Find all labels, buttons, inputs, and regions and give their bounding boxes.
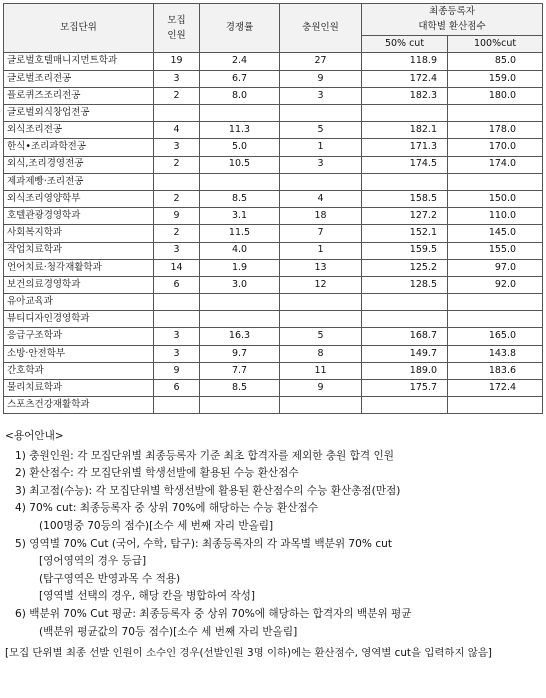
header-quota: 모집 인원 <box>154 4 200 53</box>
quota-cell: 3 <box>154 345 200 362</box>
unit-name-cell: 소방·안전학부 <box>4 345 154 362</box>
cut50-cell: 174.5 <box>362 156 448 173</box>
cut50-cell: 158.5 <box>362 190 448 207</box>
quota-cell <box>154 311 200 328</box>
terms-guide-item: (탐구영역은 반영과목 수 적용) <box>39 572 181 585</box>
unit-name-cell: 작업치료학과 <box>4 242 154 259</box>
cut100-cell: 150.0 <box>448 190 543 207</box>
terms-guide-list <box>5 448 543 642</box>
quota-cell: 4 <box>154 122 200 139</box>
table-row <box>4 156 543 173</box>
competition-cell: 6.7 <box>200 70 280 87</box>
extra-cell: 5 <box>280 122 362 139</box>
unit-name-cell: 플로퀴즈조리전공 <box>4 87 154 104</box>
unit-name-cell: 외식조리영양학부 <box>4 190 154 207</box>
cut50-cell <box>362 105 448 122</box>
table-row <box>4 276 543 293</box>
quota-cell: 2 <box>154 87 200 104</box>
table-row <box>4 122 543 139</box>
cut50-cell: 152.1 <box>362 225 448 242</box>
quota-cell <box>154 105 200 122</box>
unit-name-cell: 사회복지학과 <box>4 225 154 242</box>
competition-cell: 2.4 <box>200 53 280 70</box>
cut100-cell: 85.0 <box>448 53 543 70</box>
cut100-cell: 92.0 <box>448 276 543 293</box>
extra-cell <box>280 397 362 414</box>
unit-name-cell: 스포츠건강재활학과 <box>4 397 154 414</box>
cut100-cell <box>448 294 543 311</box>
competition-cell: 16.3 <box>200 328 280 345</box>
quota-cell: 3 <box>154 139 200 156</box>
table-body <box>4 53 543 414</box>
terms-guide-item: 6) 백분위 70% Cut 평균: 최종등록자 중 상위 70%에 해당하는 합격자의 백분위 평균 <box>15 607 412 620</box>
table-row <box>4 397 543 414</box>
quota-cell: 19 <box>154 53 200 70</box>
terms-guide-item: [영어영역의 경우 등급] <box>39 555 147 568</box>
terms-guide-item: (백분위 평균값의 70등 점수)[소수 세 번째 자리 반올림] <box>39 625 298 638</box>
cut50-cell <box>362 397 448 414</box>
extra-cell: 12 <box>280 276 362 293</box>
table-row <box>4 208 543 225</box>
unit-name-cell: 물리치료학과 <box>4 380 154 397</box>
terms-guide-item: 4) 70% cut: 최종등록자 중 상위 70%에 해당하는 수능 환산점수 <box>15 502 318 515</box>
admission-results-table-wrap <box>3 3 542 414</box>
cut100-cell: 159.0 <box>448 70 543 87</box>
extra-cell <box>280 173 362 190</box>
extra-cell: 27 <box>280 53 362 70</box>
competition-cell: 1.9 <box>200 259 280 276</box>
unit-name-cell: 글로벌조리전공 <box>4 70 154 87</box>
header-unit: 모집단위 <box>4 4 154 53</box>
table-row <box>4 173 543 190</box>
table-row <box>4 380 543 397</box>
cut100-cell: 145.0 <box>448 225 543 242</box>
extra-cell: 13 <box>280 259 362 276</box>
extra-cell: 7 <box>280 225 362 242</box>
table-row <box>4 87 543 104</box>
extra-cell: 11 <box>280 362 362 379</box>
competition-cell: 3.1 <box>200 208 280 225</box>
cut50-cell: 118.9 <box>362 53 448 70</box>
competition-cell: 11.5 <box>200 225 280 242</box>
cut100-cell <box>448 105 543 122</box>
cut100-cell: 170.0 <box>448 139 543 156</box>
extra-cell: 3 <box>280 87 362 104</box>
competition-cell <box>200 105 280 122</box>
quota-cell: 9 <box>154 362 200 379</box>
unit-name-cell: 제과제빵·조리전공 <box>4 173 154 190</box>
competition-cell: 3.0 <box>200 276 280 293</box>
table-row <box>4 242 543 259</box>
cut50-cell <box>362 311 448 328</box>
table-row <box>4 294 543 311</box>
table-row <box>4 328 543 345</box>
footnote: [모집 단위별 최종 선발 인원이 소수인 경우(선발인원 3명 이하)에는 환산점수, 영역별 cut을 입력하지 않음] <box>5 647 492 660</box>
cut100-cell <box>448 311 543 328</box>
cut100-cell: 110.0 <box>448 208 543 225</box>
competition-cell <box>200 311 280 328</box>
quota-cell: 14 <box>154 259 200 276</box>
unit-name-cell: 글로벌호텔매니지먼트학과 <box>4 53 154 70</box>
cut50-cell: 175.7 <box>362 380 448 397</box>
quota-cell: 6 <box>154 380 200 397</box>
quota-cell: 2 <box>154 156 200 173</box>
cut100-cell: 143.8 <box>448 345 543 362</box>
header-cut50: 50% cut <box>362 36 448 53</box>
table-row <box>4 70 543 87</box>
quota-cell <box>154 173 200 190</box>
quota-cell: 3 <box>154 70 200 87</box>
cut50-cell <box>362 294 448 311</box>
unit-name-cell: 보건의료경영학과 <box>4 276 154 293</box>
extra-cell: 8 <box>280 345 362 362</box>
terms-guide-item: 3) 최고점(수능): 각 모집단위별 학생선발에 활용된 환산점수의 수능 환산총점(만점) <box>15 484 401 497</box>
table-row <box>4 139 543 156</box>
table-row <box>4 311 543 328</box>
extra-cell <box>280 311 362 328</box>
cut50-cell: 189.0 <box>362 362 448 379</box>
quota-cell: 6 <box>154 276 200 293</box>
unit-name-cell: 뷰티디자인경영학과 <box>4 311 154 328</box>
cut50-cell: 159.5 <box>362 242 448 259</box>
terms-guide-item: (100명중 70등의 점수)[소수 세 번째 자리 반올림] <box>39 519 274 532</box>
cut50-cell: 182.1 <box>362 122 448 139</box>
extra-cell: 1 <box>280 139 362 156</box>
unit-name-cell: 글로벌외식창업전공 <box>4 105 154 122</box>
header-extra: 충원인원 <box>280 4 362 53</box>
table-row <box>4 105 543 122</box>
competition-cell: 9.7 <box>200 345 280 362</box>
extra-cell: 18 <box>280 208 362 225</box>
unit-name-cell: 응급구조학과 <box>4 328 154 345</box>
cut50-cell: 127.2 <box>362 208 448 225</box>
cut50-cell: 172.4 <box>362 70 448 87</box>
competition-cell: 7.7 <box>200 362 280 379</box>
cut100-cell: 172.4 <box>448 380 543 397</box>
cut50-cell: 125.2 <box>362 259 448 276</box>
cut50-cell: 171.3 <box>362 139 448 156</box>
cut100-cell <box>448 173 543 190</box>
cut50-cell: 149.7 <box>362 345 448 362</box>
cut50-cell: 182.3 <box>362 87 448 104</box>
table-row <box>4 345 543 362</box>
cut100-cell: 165.0 <box>448 328 543 345</box>
cut100-cell: 174.0 <box>448 156 543 173</box>
cut100-cell <box>448 397 543 414</box>
quota-cell: 3 <box>154 328 200 345</box>
admission-results-table <box>3 3 543 414</box>
header-final-group: 최종등록자 대학별 환산점수 <box>362 4 543 36</box>
terms-guide-item: [영역별 선택의 경우, 해당 칸을 병합하여 작성] <box>39 590 256 603</box>
unit-name-cell: 호텔관광경영학과 <box>4 208 154 225</box>
competition-cell: 8.5 <box>200 380 280 397</box>
quota-cell <box>154 397 200 414</box>
extra-cell: 9 <box>280 380 362 397</box>
quota-cell <box>154 294 200 311</box>
unit-name-cell: 언어치료·청각재활학과 <box>4 259 154 276</box>
quota-cell: 3 <box>154 242 200 259</box>
quota-cell: 9 <box>154 208 200 225</box>
quota-cell: 2 <box>154 190 200 207</box>
competition-cell: 10.5 <box>200 156 280 173</box>
competition-cell: 11.3 <box>200 122 280 139</box>
cut100-cell: 178.0 <box>448 122 543 139</box>
terms-guide-item: 1) 충원인원: 각 모집단위별 최종등록자 기준 최초 합격자를 제외한 충원 합격 인원 <box>15 449 394 462</box>
table-row <box>4 190 543 207</box>
unit-name-cell: 유아교육과 <box>4 294 154 311</box>
cut100-cell: 155.0 <box>448 242 543 259</box>
header-cut100: 100%cut <box>448 36 543 53</box>
competition-cell <box>200 173 280 190</box>
extra-cell: 4 <box>280 190 362 207</box>
unit-name-cell: 간호학과 <box>4 362 154 379</box>
unit-name-cell: 한식•조리과학전공 <box>4 139 154 156</box>
cut50-cell: 128.5 <box>362 276 448 293</box>
cut50-cell <box>362 173 448 190</box>
extra-cell <box>280 105 362 122</box>
table-row <box>4 53 543 70</box>
competition-cell: 8.0 <box>200 87 280 104</box>
cut100-cell: 180.0 <box>448 87 543 104</box>
extra-cell: 1 <box>280 242 362 259</box>
competition-cell <box>200 397 280 414</box>
table-row <box>4 225 543 242</box>
terms-guide-item: 5) 영역별 70% Cut (국어, 수학, 탐구): 최종등록자의 각 과목별 백분위 70% cut <box>15 537 393 550</box>
table-row <box>4 362 543 379</box>
extra-cell: 5 <box>280 328 362 345</box>
competition-cell: 5.0 <box>200 139 280 156</box>
extra-cell: 9 <box>280 70 362 87</box>
extra-cell <box>280 294 362 311</box>
competition-cell <box>200 294 280 311</box>
header-competition: 경쟁률 <box>200 4 280 53</box>
terms-guide-title: <용어안내> <box>5 430 64 442</box>
unit-name-cell: 외식,조리경영전공 <box>4 156 154 173</box>
cut100-cell: 183.6 <box>448 362 543 379</box>
cut50-cell: 168.7 <box>362 328 448 345</box>
cut100-cell: 97.0 <box>448 259 543 276</box>
competition-cell: 4.0 <box>200 242 280 259</box>
unit-name-cell: 외식조리전공 <box>4 122 154 139</box>
table-row <box>4 259 543 276</box>
terms-guide <box>5 428 543 663</box>
extra-cell: 3 <box>280 156 362 173</box>
competition-cell: 8.5 <box>200 190 280 207</box>
quota-cell: 2 <box>154 225 200 242</box>
terms-guide-item: 2) 환산점수: 각 모집단위별 학생선발에 활용된 수능 환산점수 <box>15 467 299 480</box>
